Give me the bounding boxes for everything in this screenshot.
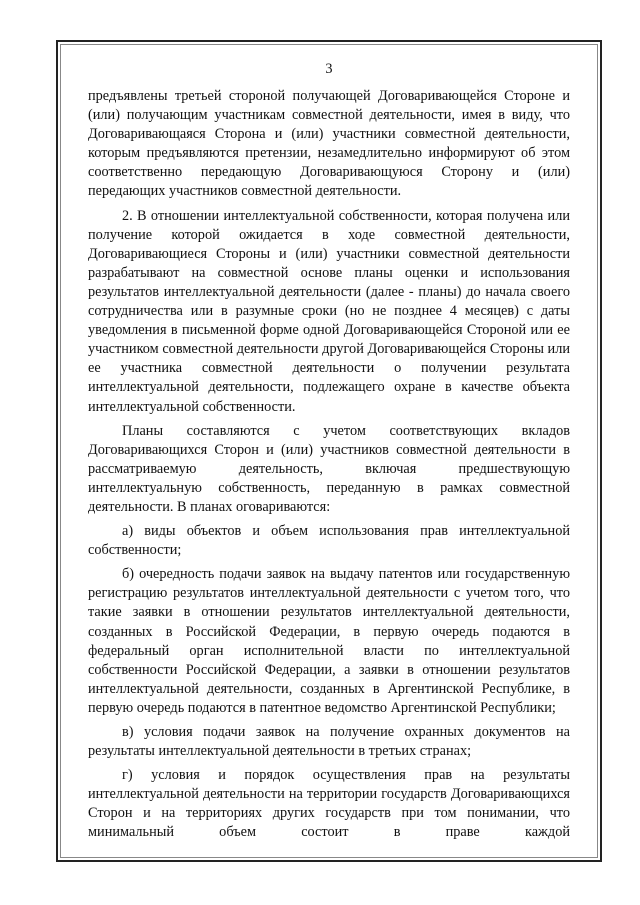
list-item-v: в) условия подачи заявок на получение охранных документов на результаты интеллектуальной деятельности в третьих странах; [88, 724, 570, 760]
document-body [88, 60, 570, 848]
list-item-b: б) очередность подачи заявок на выдачу патентов или государственную регистрацию результатов интеллектуальной деятельности с учетом того, что такие заявки в отношении результатов интеллектуальной деятельности, созданных в Российской Федерации, в первую очередь подаются в федеральный орган исполнительной власти по интеллектуальной собственности Российской Федерации, а заявки в отношении результатов интеллектуальной деятельности, созданных в Аргентинской Республике, в первую очередь подаются в патентное ведомство Аргентинской Республики; [88, 566, 570, 716]
list-item-a: а) виды объектов и объем использования прав интеллектуальной собственности; [88, 523, 570, 559]
paragraph-plans: Планы составляются с учетом соответствующих вкладов Договаривающихся Сторон и (или) участников совместной деятельности в рассматриваемую деятельность, включая предшествующую интеллектуальную собственность, переданную в рамках совместной деятельности. В планах оговариваются: [88, 422, 570, 515]
paragraph-continuation: предъявлены третьей стороной получающей Договаривающейся Стороне и (или) получающим участникам совместной деятельности, имея в виду, что Договаривающаяся Сторона и (или) участники совместной деятельности, которым предъявляются претензии, незамедлительно информируют об этом соответственно передающую Договаривающуюся Сторону и (или) передающих участников совместной деятельности. [88, 88, 570, 200]
page-number: 3 [325, 61, 333, 77]
paragraph-clause-2: 2. В отношении интеллектуальной собственности, которая получена или получение которой ожидается в ходе совместной деятельности, Договаривающиеся Стороны и (или) участники совместной деятельности разрабатывают на совместной основе планы оценки и использования результатов интеллектуальной деятельности (далее - планы) до начала своего сотрудничества или в разумные сроки (но не позднее 4 месяцев) с даты уведомления в письменной форме одной Договаривающейся Стороной или ее участником совместной деятельности другой Договаривающейся Стороны или ее участника совместной деятельности о получении результата интеллектуальной деятельности, подлежащего охране в качестве объекта интеллектуальной собственности. [88, 207, 570, 415]
list-item-g: г) условия и порядок осуществления прав на результаты интеллектуальной деятельности на территории государств Договаривающихся Сторон и на территориях других государств при том понимании, что минимальный объем состоит в праве каждой [88, 767, 570, 841]
